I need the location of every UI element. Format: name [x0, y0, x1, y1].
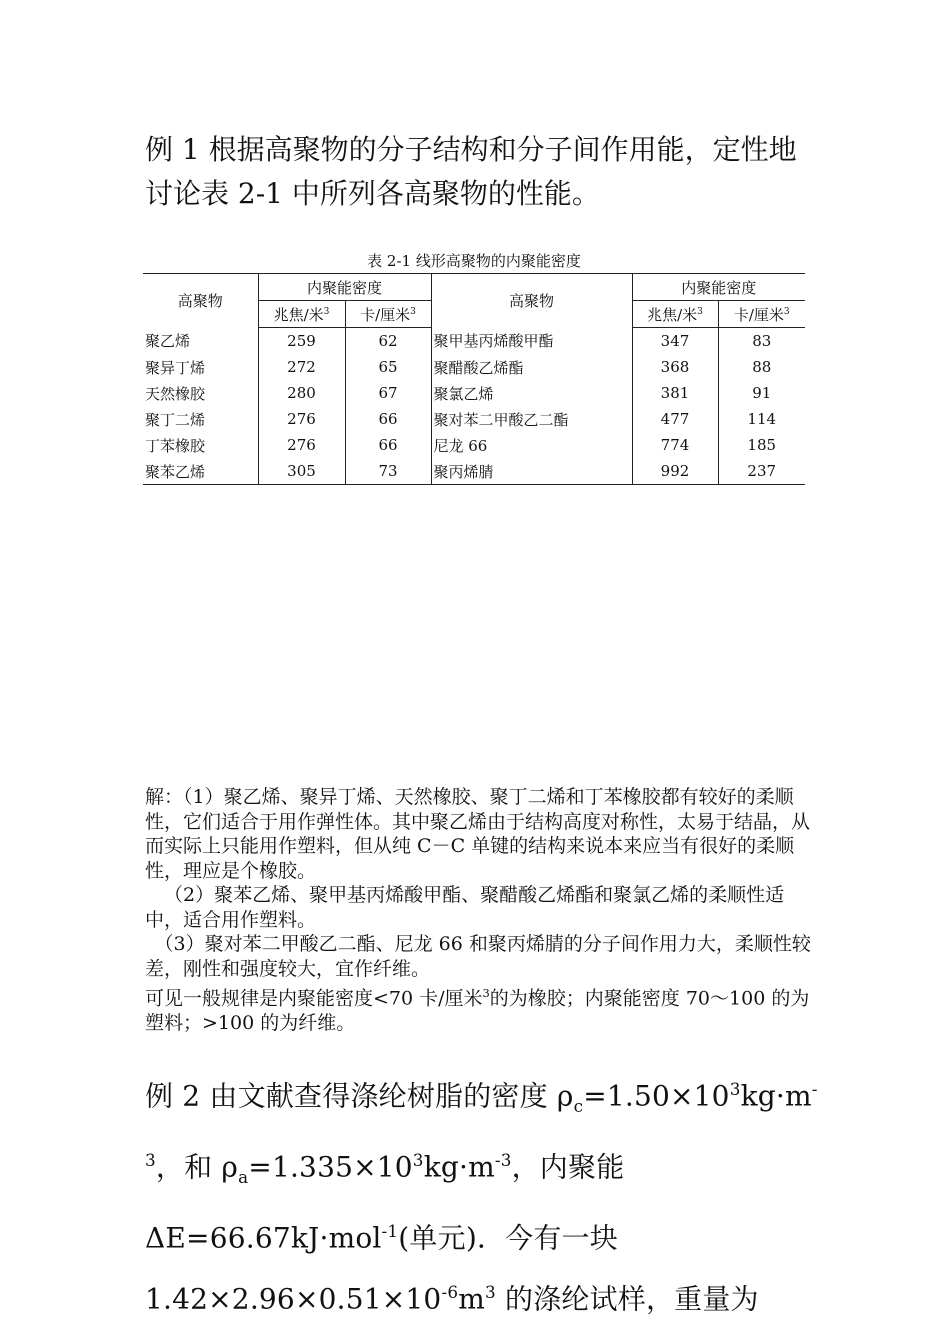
ced-cal: 62 [345, 328, 431, 355]
ced-mj: 305 [258, 458, 345, 485]
ced-cal: 65 [345, 354, 431, 380]
header-unit-cal-left: 卡/厘米$^3$ [345, 301, 431, 328]
ced-mj: 992 [632, 458, 718, 485]
ced-mj: 280 [258, 380, 345, 406]
table-row [143, 458, 805, 485]
polymer-name: 聚醋酸乙烯酯 [431, 354, 632, 380]
polymer-name: 聚丁二烯 [143, 406, 258, 432]
ced-mj: 368 [632, 354, 718, 380]
ced-cal: 185 [747, 436, 777, 454]
ced-table [143, 273, 805, 485]
table-row [143, 432, 805, 458]
table-row [143, 354, 805, 380]
ced-cal: 114 [747, 410, 777, 428]
header-unit-mj-left: 兆焦/米$^3$ [258, 301, 345, 328]
ced-mj: 276 [258, 406, 345, 432]
header-ced-left: 内聚能密度 [258, 274, 431, 301]
example-1-text: 例 1 根据高聚物的分子结构和分子间作用能，定性地讨论表 2-1 中所列各高聚物的性能。 [145, 133, 797, 210]
solution-para-4: 可见一般规律是内聚能密度<70 卡/厘米$^3$的为橡胶；内聚能密度 70～100 的为塑料；>100 的为纤维。 [145, 986, 810, 1034]
header-ced-right: 内聚能密度 [632, 274, 805, 301]
polymer-name: 丁苯橡胶 [143, 432, 258, 458]
header-polymer-left: 高聚物 [143, 274, 258, 328]
header-unit-mj-right: 兆焦/米$^3$ [632, 301, 718, 328]
solution-para-1: 解：（1）聚乙烯、聚异丁烯、天然橡胶、聚丁二烯和丁苯橡胶都有较好的柔顺性，它们适合于用作弹性体。其中聚乙烯由于结构高度对称性，太易于结晶，从而实际上只能用作塑料，但从纯 C－C 单键的结构来说本来应当有很好的柔顺性，理应是个橡胶。 [145, 786, 811, 882]
example-2-text: 例 2 由文献查得涤纶树脂的密度 $\rho_c=1.50\times 10^3kg\cdot m^{-3}$，和 $\rho_a=1.335\times 10^3kg\cdot m^{-3}$，内聚能 ΔE=66.67kJ·mol$^{-1}$(单元)．今有一块 $1.42\times 2.96\times 0.51\times 10^{-6}m^3$ 的涤纶试样，重量为 [145, 1079, 818, 1316]
ced-cal: 88 [752, 358, 772, 376]
ced-mj: 347 [632, 328, 718, 355]
ced-mj: 774 [632, 432, 718, 458]
ced-cal: 73 [345, 458, 431, 485]
polymer-name: 天然橡胶 [143, 380, 258, 406]
table-row [143, 328, 805, 355]
ced-cal: 66 [345, 432, 431, 458]
polymer-name: 聚苯乙烯 [143, 458, 258, 485]
ced-mj: 272 [258, 354, 345, 380]
ced-cal: 91 [752, 384, 772, 402]
polymer-name: 尼龙 66 [431, 432, 632, 458]
ced-cal: 237 [718, 458, 805, 485]
solution-block [145, 785, 815, 1035]
header-unit-cal-right: 卡/厘米$^3$ [718, 301, 805, 328]
table-caption: 表 2-1 线形高聚物的内聚能密度 [367, 252, 581, 270]
ced-mj: 276 [258, 432, 345, 458]
solution-para-3: （3）聚对苯二甲酸乙二酯、尼龙 66 和聚丙烯腈的分子间作用力大，柔顺性较差，刚性和强度较大，宜作纤维。 [145, 933, 811, 980]
ced-cal: 66 [345, 406, 431, 432]
polymer-name: 聚甲基丙烯酸甲酯 [431, 328, 632, 355]
ced-mj: 477 [632, 406, 718, 432]
ced-cal: 83 [752, 332, 772, 350]
ced-mj: 259 [258, 328, 345, 355]
header-polymer-right: 高聚物 [431, 274, 632, 328]
ced-cal: 67 [345, 380, 431, 406]
table-body [143, 328, 805, 485]
solution-para-2: （2）聚苯乙烯、聚甲基丙烯酸甲酯、聚醋酸乙烯酯和聚氯乙烯的柔顺性适中，适合用作塑料。 [145, 884, 785, 931]
table-row [143, 406, 805, 432]
polymer-name: 聚异丁烯 [143, 354, 258, 380]
ced-mj: 381 [632, 380, 718, 406]
polymer-name: 聚乙烯 [143, 328, 258, 355]
polymer-name: 聚氯乙烯 [431, 380, 632, 406]
polymer-name: 聚对苯二甲酸乙二酯 [431, 406, 632, 432]
polymer-name: 聚丙烯腈 [431, 458, 632, 485]
table-row [143, 380, 805, 406]
